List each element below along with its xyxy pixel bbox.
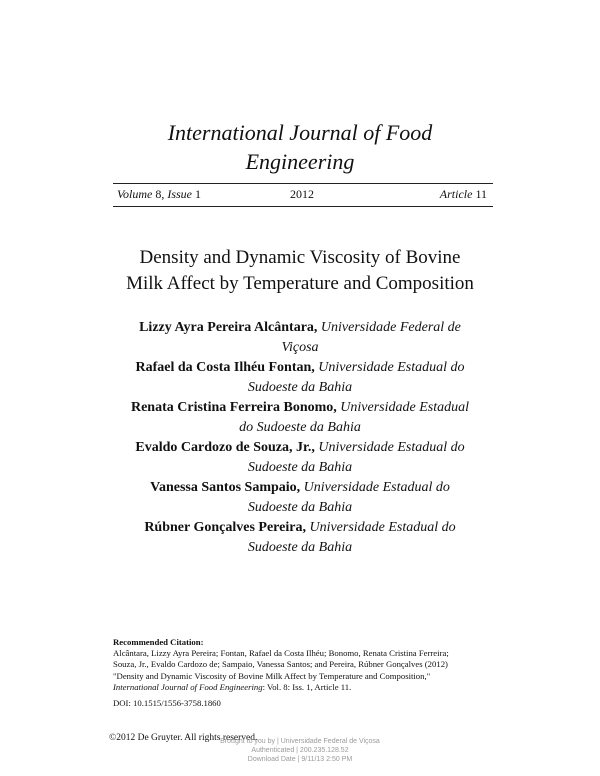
author-affiliation: Universidade Estadual do [318, 440, 465, 455]
author-affiliation: Sudoeste da Bahia [247, 460, 353, 475]
author-name: Vanessa Santos Sampaio, [150, 480, 301, 495]
author-name: Rúbner Gonçalves Pereira, [144, 520, 306, 535]
author-affiliation: Universidade Estadual [340, 400, 470, 415]
watermark-line: Download Date | 9/11/13 2:50 PM [247, 756, 353, 763]
volume-label: Volume [117, 187, 153, 201]
author-name: Lizzy Ayra Pereira Alcântara, [139, 320, 318, 335]
author-name: Renata Cristina Ferreira Bonomo, [130, 400, 337, 415]
author-affiliation: Sudoeste da Bahia [247, 380, 353, 395]
author-affiliation: Universidade Federal de [320, 320, 461, 335]
author-affiliation: Universidade Estadual do [303, 480, 450, 495]
author-affiliation: Sudoeste da Bahia [247, 540, 353, 555]
bottom-rule [113, 206, 493, 207]
article-title-line: Density and Dynamic Viscosity of Bovine [139, 247, 461, 268]
article-title [60, 245, 540, 297]
citation-line: Souza, Jr., Evaldo Cardozo de; Sampaio, Vanessa Santos; and Pereira, Rúbner Gonçalves (2012) [113, 659, 448, 670]
issue-label: Issue [167, 187, 192, 201]
citation-heading: Recommended Citation: [113, 637, 204, 647]
volume-number: 8, [155, 187, 165, 201]
copyright-notice: ©2012 De Gruyter. All rights reserved. [109, 733, 258, 743]
author-entry [60, 518, 540, 558]
article-number [440, 187, 487, 202]
recommended-citation [113, 637, 498, 709]
author-affiliation: do Sudoeste da Bahia [239, 420, 361, 435]
author-entry [60, 318, 540, 358]
author-entry [60, 438, 540, 478]
author-name: Rafael da Costa Ilhéu Fontan, [135, 360, 315, 375]
journal-title-line: International Journal of Food [167, 120, 433, 145]
journal-title [0, 118, 600, 176]
watermark-line: Brought to you by | Universidade Federal de Viçosa [220, 738, 380, 745]
publication-year: 2012 [290, 187, 314, 201]
author-entry [60, 398, 540, 438]
author-affiliation: Universidade Estadual do [309, 520, 456, 535]
article-value: 11 [475, 187, 487, 201]
author-name: Evaldo Cardozo de Souza, Jr., [135, 440, 315, 455]
citation-journal: International Journal of Food Engineering [113, 681, 263, 692]
author-affiliation: Universidade Estadual do [318, 360, 465, 375]
article-title-line: Milk Affect by Temperature and Composition [126, 273, 474, 294]
watermark-line: Authenticated | 200.235.128.52 [251, 747, 349, 754]
article-label: Article [439, 187, 473, 201]
author-affiliation: Sudoeste da Bahia [247, 500, 353, 515]
top-rule [113, 183, 493, 184]
doi-link[interactable]: DOI: 10.1515/1556-3758.1860 [113, 698, 221, 709]
journal-title-line: Engineering [245, 149, 355, 174]
download-watermark [150, 737, 450, 764]
author-affiliation: Viçosa [281, 340, 319, 355]
author-entry [60, 358, 540, 398]
citation-volume: : Vol. 8: Iss. 1, Article 11. [262, 681, 352, 692]
citation-line [113, 682, 498, 693]
author-list [60, 318, 540, 558]
citation-line: Alcântara, Lizzy Ayra Pereira; Fontan, Rafael da Costa Ilhéu; Bonomo, Renata Cristina Ferreira; [113, 648, 449, 659]
author-entry [60, 478, 540, 518]
citation-line: "Density and Dynamic Viscosity of Bovine Milk Affect by Temperature and Composition," [113, 670, 431, 681]
issue-number: 1 [195, 187, 201, 201]
issue-info-bar [117, 187, 487, 203]
